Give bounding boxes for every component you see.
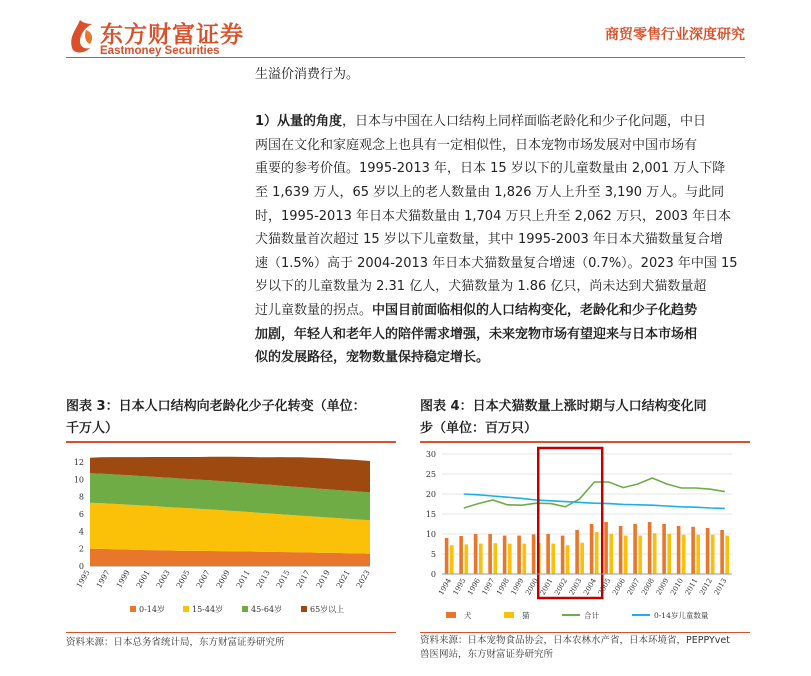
legend-label: 15-44岁 bbox=[192, 605, 224, 614]
body-line bbox=[255, 63, 745, 87]
bar-cat bbox=[508, 544, 512, 574]
pets-vs-children-chart bbox=[416, 446, 756, 626]
bar-cat bbox=[711, 535, 715, 574]
bar-dog bbox=[575, 530, 579, 574]
body-line bbox=[255, 110, 745, 134]
bar-dog bbox=[677, 526, 681, 574]
logo-text-cn: 东方财富证券 bbox=[100, 22, 244, 48]
bar-dog bbox=[604, 522, 608, 574]
x-tick-label: 1997 bbox=[480, 577, 497, 597]
y-tick-label: 6 bbox=[78, 510, 84, 519]
figure4-title-line1: 图表 4：日本犬猫数量上涨时期与人口结构变化同 bbox=[420, 399, 707, 414]
body-paragraph bbox=[255, 63, 745, 370]
legend-label: 合计 bbox=[584, 611, 599, 620]
x-tick-label: 2002 bbox=[553, 577, 569, 597]
body-line bbox=[255, 181, 745, 205]
x-tick-label: 2005 bbox=[596, 577, 613, 597]
x-tick-label: 2010 bbox=[669, 577, 685, 597]
figure3-title bbox=[66, 396, 366, 440]
x-tick-label: 1995 bbox=[451, 577, 468, 597]
bar-dog bbox=[474, 534, 478, 574]
bar-cat bbox=[624, 536, 628, 574]
header-divider bbox=[66, 57, 745, 58]
body-bold-text: 似的发展路径，宠物数量保持稳定增长。 bbox=[255, 350, 490, 366]
bar-cat bbox=[595, 532, 599, 574]
x-tick-label: 2005 bbox=[174, 568, 192, 590]
body-text-segment: 两国在文化和家庭观念上也具有一定相似性，日本宠物市场发展对中国市场有 bbox=[255, 137, 698, 153]
x-tick-label: 2011 bbox=[234, 568, 252, 590]
figure4-source-line2: 兽医网站，东方财富证券研究所 bbox=[420, 649, 554, 660]
bar-dog bbox=[459, 536, 463, 574]
y-tick-label: 5 bbox=[430, 550, 436, 559]
figure3-title-line2: 千万人） bbox=[66, 421, 119, 436]
x-tick-label: 2017 bbox=[294, 568, 312, 590]
figure4-source bbox=[420, 634, 730, 662]
legend-label: 猫 bbox=[522, 611, 530, 620]
x-tick-label: 1996 bbox=[466, 577, 482, 597]
bar-dog bbox=[503, 536, 507, 574]
bar-cat bbox=[566, 545, 570, 574]
bar-dog bbox=[590, 524, 594, 574]
population-structure-chart bbox=[60, 452, 400, 632]
x-tick-label: 2001 bbox=[538, 577, 555, 597]
body-text-segment: 生溢价消费行为。 bbox=[255, 67, 360, 82]
x-tick-label: 2001 bbox=[134, 568, 152, 590]
bar-cat bbox=[479, 544, 483, 574]
logo-icon bbox=[66, 16, 96, 56]
bar-cat bbox=[667, 534, 671, 574]
y-tick-label: 25 bbox=[425, 470, 436, 479]
bar-dog bbox=[633, 524, 637, 574]
figure4-title-line2: 步（单位：百万只） bbox=[420, 421, 538, 436]
body-line bbox=[255, 299, 745, 323]
legend-label: 0-14岁儿童数量 bbox=[654, 611, 709, 620]
bar-dog bbox=[706, 528, 710, 574]
x-tick-label: 2013 bbox=[712, 577, 729, 597]
body-line bbox=[255, 87, 745, 111]
bar-cat bbox=[580, 543, 584, 574]
body-bold-text: 1）从量的角度 bbox=[255, 114, 343, 130]
bar-dog bbox=[561, 536, 565, 574]
body-text-segment: 重要的参考价值。1995-2013 年，日本 15 岁以下的儿童数量由 2,001 万人下降 bbox=[255, 161, 726, 177]
x-tick-label: 2007 bbox=[625, 577, 642, 597]
x-tick-label: 2019 bbox=[314, 568, 332, 590]
legend-label: 65岁以上 bbox=[310, 605, 345, 614]
y-tick-label: 15 bbox=[425, 510, 436, 519]
body-bold-text: 中国目前面临相似的人口结构变化，老龄化和少子化趋势 bbox=[372, 302, 698, 318]
y-tick-label: 0 bbox=[430, 570, 436, 579]
figure4-source-line1: 资料来源：日本宠物食品协会，日本农林水产省，日本环境省，PEPPYvet bbox=[420, 635, 730, 646]
body-text-segment: 犬猫数量首次超过 15 岁以下儿童数量，其中 1995-2003 年日本犬猫数量复合增 bbox=[255, 232, 723, 248]
x-tick-label: 2007 bbox=[194, 568, 212, 590]
body-line bbox=[255, 205, 745, 229]
bar-cat bbox=[465, 544, 469, 574]
x-tick-label: 1998 bbox=[495, 577, 511, 597]
x-tick-label: 1999 bbox=[114, 568, 132, 590]
x-tick-label: 2021 bbox=[334, 568, 352, 590]
y-tick-label: 10 bbox=[425, 530, 436, 539]
x-tick-label: 2008 bbox=[640, 577, 656, 597]
legend-swatch bbox=[183, 606, 189, 612]
y-tick-label: 4 bbox=[78, 527, 84, 537]
x-tick-label: 1995 bbox=[74, 568, 92, 590]
bar-cat bbox=[523, 544, 527, 574]
bar-dog bbox=[648, 522, 652, 574]
body-line bbox=[255, 275, 745, 299]
bar-cat bbox=[450, 545, 454, 574]
x-tick-label: 2004 bbox=[582, 577, 598, 597]
body-text-segment: 岁以下的儿童数量为 2.31 亿人，犬猫数量为 1.86 亿只，尚未达到犬猫数量超 bbox=[255, 279, 707, 295]
x-tick-label: 2009 bbox=[654, 577, 671, 597]
body-line bbox=[255, 228, 745, 252]
legend-swatch bbox=[130, 606, 136, 612]
bar-cat bbox=[682, 535, 686, 574]
legend-swatch bbox=[301, 606, 307, 612]
legend-swatch bbox=[446, 612, 456, 618]
bar-dog bbox=[488, 534, 492, 574]
x-tick-label: 2012 bbox=[698, 577, 714, 597]
body-line bbox=[255, 346, 745, 370]
y-tick-label: 10 bbox=[73, 475, 84, 485]
x-tick-label: 2013 bbox=[254, 568, 272, 590]
y-tick-label: 0 bbox=[78, 562, 84, 571]
bar-cat bbox=[653, 533, 657, 574]
y-tick-label: 8 bbox=[78, 492, 84, 502]
x-tick-label: 2000 bbox=[524, 577, 540, 597]
figure4-source-divider bbox=[420, 632, 750, 633]
figure3-source: 资料来源：日本总务省统计局，东方财富证券研究所 bbox=[66, 637, 285, 648]
figure3-title-underline bbox=[66, 441, 396, 443]
figure3-source-divider bbox=[66, 632, 396, 633]
figure3-title-line1: 图表 3：日本人口结构向老龄化少子化转变（单位： bbox=[66, 399, 366, 414]
body-line bbox=[255, 134, 745, 158]
x-tick-label: 2006 bbox=[611, 577, 627, 597]
bar-dog bbox=[546, 534, 550, 574]
bar-cat bbox=[609, 534, 613, 574]
x-tick-label: 2011 bbox=[683, 577, 700, 597]
body-line bbox=[255, 252, 745, 276]
body-text-segment: 速（1.5%）高于 2004-2013 年日本犬猫数量复合增速（0.7%）。2023 年中国 15 bbox=[255, 255, 738, 271]
body-line bbox=[255, 157, 745, 181]
bar-cat bbox=[696, 535, 700, 574]
body-line bbox=[255, 323, 745, 347]
line-series-3 bbox=[464, 494, 725, 508]
body-text-segment: 时，1995-2013 年日本犬猫数量由 1,704 万只上升至 2,062 万只，2003 年日本 bbox=[255, 208, 732, 224]
x-tick-label: 1997 bbox=[94, 568, 112, 590]
x-tick-label: 2023 bbox=[354, 568, 372, 590]
bar-dog bbox=[532, 534, 536, 574]
report-title: 商贸零售行业深度研究 bbox=[605, 27, 745, 43]
bar-dog bbox=[720, 530, 724, 574]
bar-cat bbox=[494, 543, 498, 574]
highlight-box bbox=[538, 448, 602, 598]
legend-label: 45-64岁 bbox=[251, 605, 283, 614]
legend-swatch bbox=[504, 612, 514, 618]
y-tick-label: 20 bbox=[425, 490, 436, 499]
bar-dog bbox=[445, 538, 449, 574]
bar-dog bbox=[619, 526, 623, 574]
body-bold-text: 加剧，年轻人和老年人的陪伴需求增强，未来宠物市场有望迎来与日本市场相 bbox=[255, 326, 698, 342]
legend-label: 犬 bbox=[464, 611, 472, 620]
body-text-segment: 至 1,639 万人，65 岁以上的老人数量由 1,826 万人上升至 3,190 万人。与此同 bbox=[255, 184, 725, 200]
y-tick-label: 12 bbox=[73, 458, 84, 467]
x-tick-label: 2003 bbox=[567, 577, 584, 597]
bar-cat bbox=[725, 536, 729, 574]
x-tick-label: 2003 bbox=[154, 568, 172, 590]
bar-dog bbox=[691, 527, 695, 574]
legend-label: 0-14岁 bbox=[139, 605, 165, 614]
x-tick-label: 2015 bbox=[274, 568, 292, 590]
x-tick-label: 1994 bbox=[437, 577, 453, 597]
legend-swatch bbox=[242, 606, 248, 612]
y-tick-label: 30 bbox=[425, 450, 436, 459]
logo-text-en: Eastmoney Securities bbox=[100, 45, 220, 57]
y-tick-label: 2 bbox=[78, 544, 84, 554]
bar-cat bbox=[638, 536, 642, 574]
x-tick-label: 2009 bbox=[214, 568, 232, 590]
body-text-segment: 过儿童数量的拐点。 bbox=[255, 302, 373, 318]
x-tick-label: 1999 bbox=[509, 577, 526, 597]
bar-dog bbox=[662, 524, 666, 574]
bar-cat bbox=[551, 544, 555, 574]
figure4-title-underline bbox=[420, 441, 750, 443]
bar-dog bbox=[517, 536, 521, 574]
body-text-segment: ，日本与中国在人口结构上同样面临老龄化和少子化问题，中日 bbox=[342, 114, 707, 130]
figure4-title bbox=[420, 396, 707, 440]
